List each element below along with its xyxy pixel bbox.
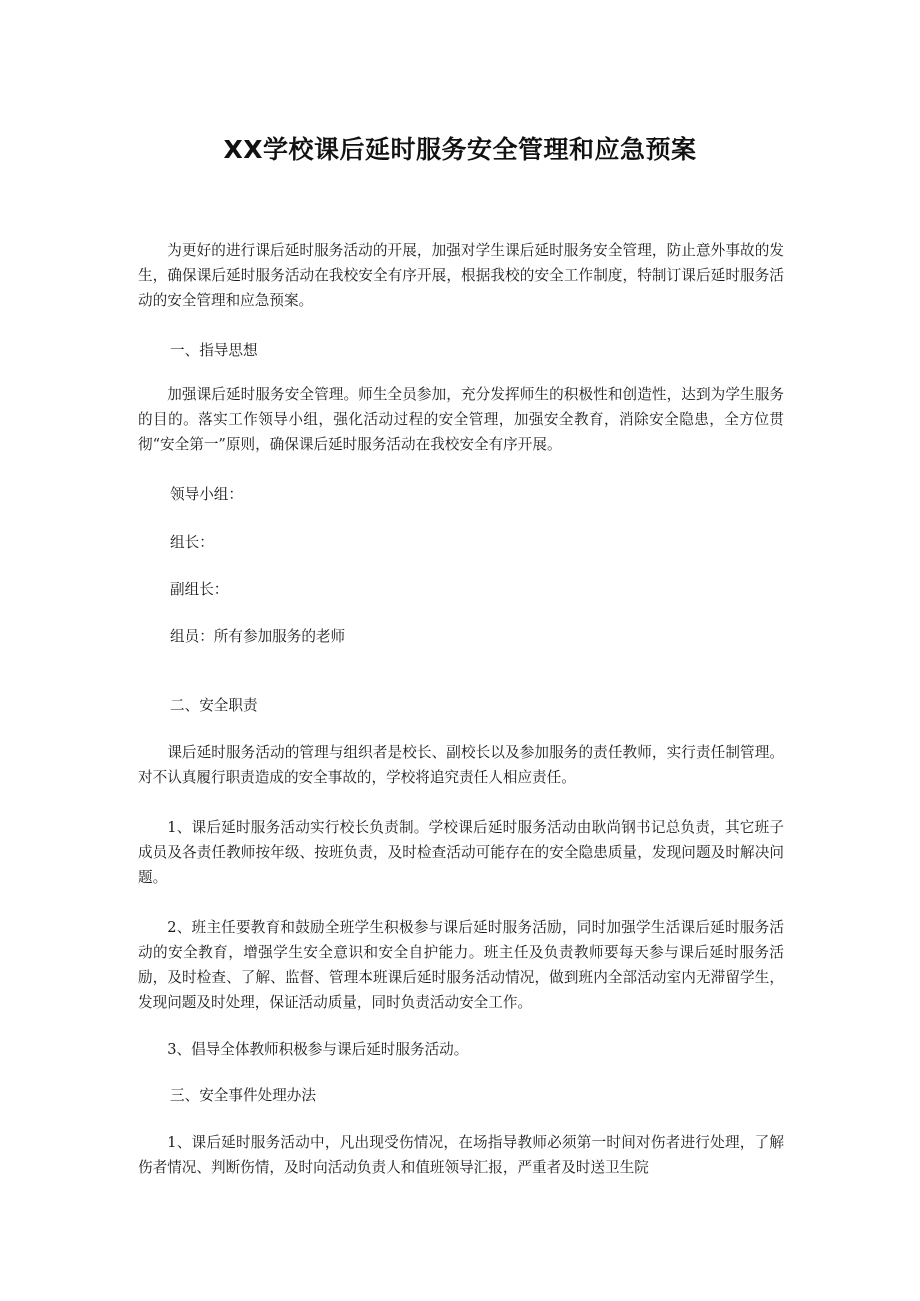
section-heading-safety-duties: 二、安全职责 [170, 697, 258, 714]
leadership-group-label: 领导小组： [170, 486, 243, 503]
duty-item-3: 3、倡导全体教师积极参与课后延时服务活动。 [167, 1041, 469, 1058]
deputy-leader-label: 副组长： [170, 581, 229, 598]
section-heading-incident-handling: 三、安全事件处理办法 [170, 1087, 316, 1104]
document-title: XX学校课后延时服务安全管理和应急预案 [223, 135, 697, 164]
duty-item-1: 1、课后延时服务活动实行校长负责制。学校课后延时服务活动由耿尚钢书记总负责，其它班子成员及各责任教师按年级、按班负责，及时检查活动可能存在的安全隐患质量，发现问题及时解决问题。 [138, 819, 784, 886]
duty-item-2: 2、班主任要教育和鼓励全班学生积极参与课后延时服务活励，同时加强学生活课后延时服务活动的安全教育，增强学生安全意识和安全自护能力。班主任及负责教师要每天参与课后延时服务活励，及时检查、了解、监督、管理本班课后延时服务活动情况，做到班内全部活动室内无滞留学生，发现问题及时处理，保证活动质量，同时负责活动安全工作。 [138, 919, 784, 1011]
safety-duties-paragraph: 课后延时服务活动的管理与组织者是校长、副校长以及参加服务的责任教师，实行责任制管理。对不认真履行职责造成的安全事故的，学校将追究责任人相应责任。 [138, 744, 784, 786]
group-leader-label: 组长： [170, 534, 214, 551]
guiding-ideology-paragraph: 加强课后延时服务安全管理。师生全员参加，充分发挥师生的积极性和创造性，达到为学生服务的目的。落实工作领导小组，强化活动过程的安全管理，加强安全教育，消除安全隐患，全方位贯彻“安全第一”原则，确保课后延时服务活动在我校安全有序开展。 [138, 386, 784, 453]
section-heading-guiding-ideology: 一、指导思想 [170, 342, 258, 359]
intro-paragraph: 为更好的进行课后延时服务活动的开展，加强对学生课后延时服务安全管理，防止意外事故的发生，确保课后延时服务活动在我校安全有序开展，根据我校的安全工作制度，特制订课后延时服务活动的安全管理和应急预案。 [138, 242, 784, 309]
group-members-label: 组员：所有参加服务的老师 [170, 628, 346, 645]
incident-item-1: 1、课后延时服务活动中，凡出现受伤情况，在场指导教师必须第一时间对伤者进行处理，了解伤者情况、判断伤情，及时向活动负责人和值班领导汇报，严重者及时送卫生院 [138, 1134, 784, 1176]
